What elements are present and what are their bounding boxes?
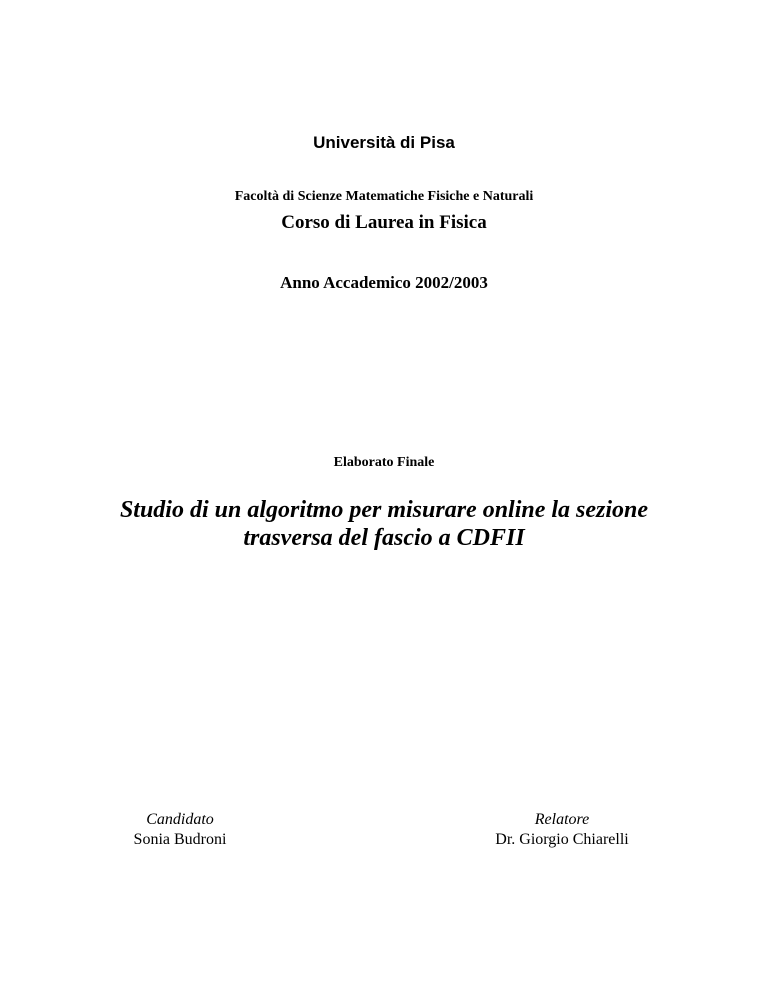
academic-year: Anno Accademico 2002/2003	[280, 273, 488, 292]
faculty-name: Facoltà di Scienze Matematiche Fisiche e Naturali	[234, 189, 534, 204]
candidate-block	[120, 810, 240, 850]
supervisor-role: Relatore	[534, 811, 590, 828]
supervisor-name: Dr. Giorgio Chiarelli	[495, 831, 629, 848]
supervisor-block	[462, 810, 662, 850]
candidate-name: Sonia Budroni	[133, 831, 227, 848]
course-name: Corso di Laurea in Fisica	[281, 212, 487, 233]
thesis-title-line-2: trasversa del fascio a CDFII	[243, 525, 525, 551]
candidate-role: Candidato	[146, 811, 214, 828]
thesis-title-line-1: Studio di un algoritmo per misurare online la sezione	[119, 497, 649, 523]
thesis-title	[0, 496, 768, 552]
university-name: Università di Pisa	[313, 133, 455, 152]
thesis-type: Elaborato Finale	[333, 455, 435, 470]
